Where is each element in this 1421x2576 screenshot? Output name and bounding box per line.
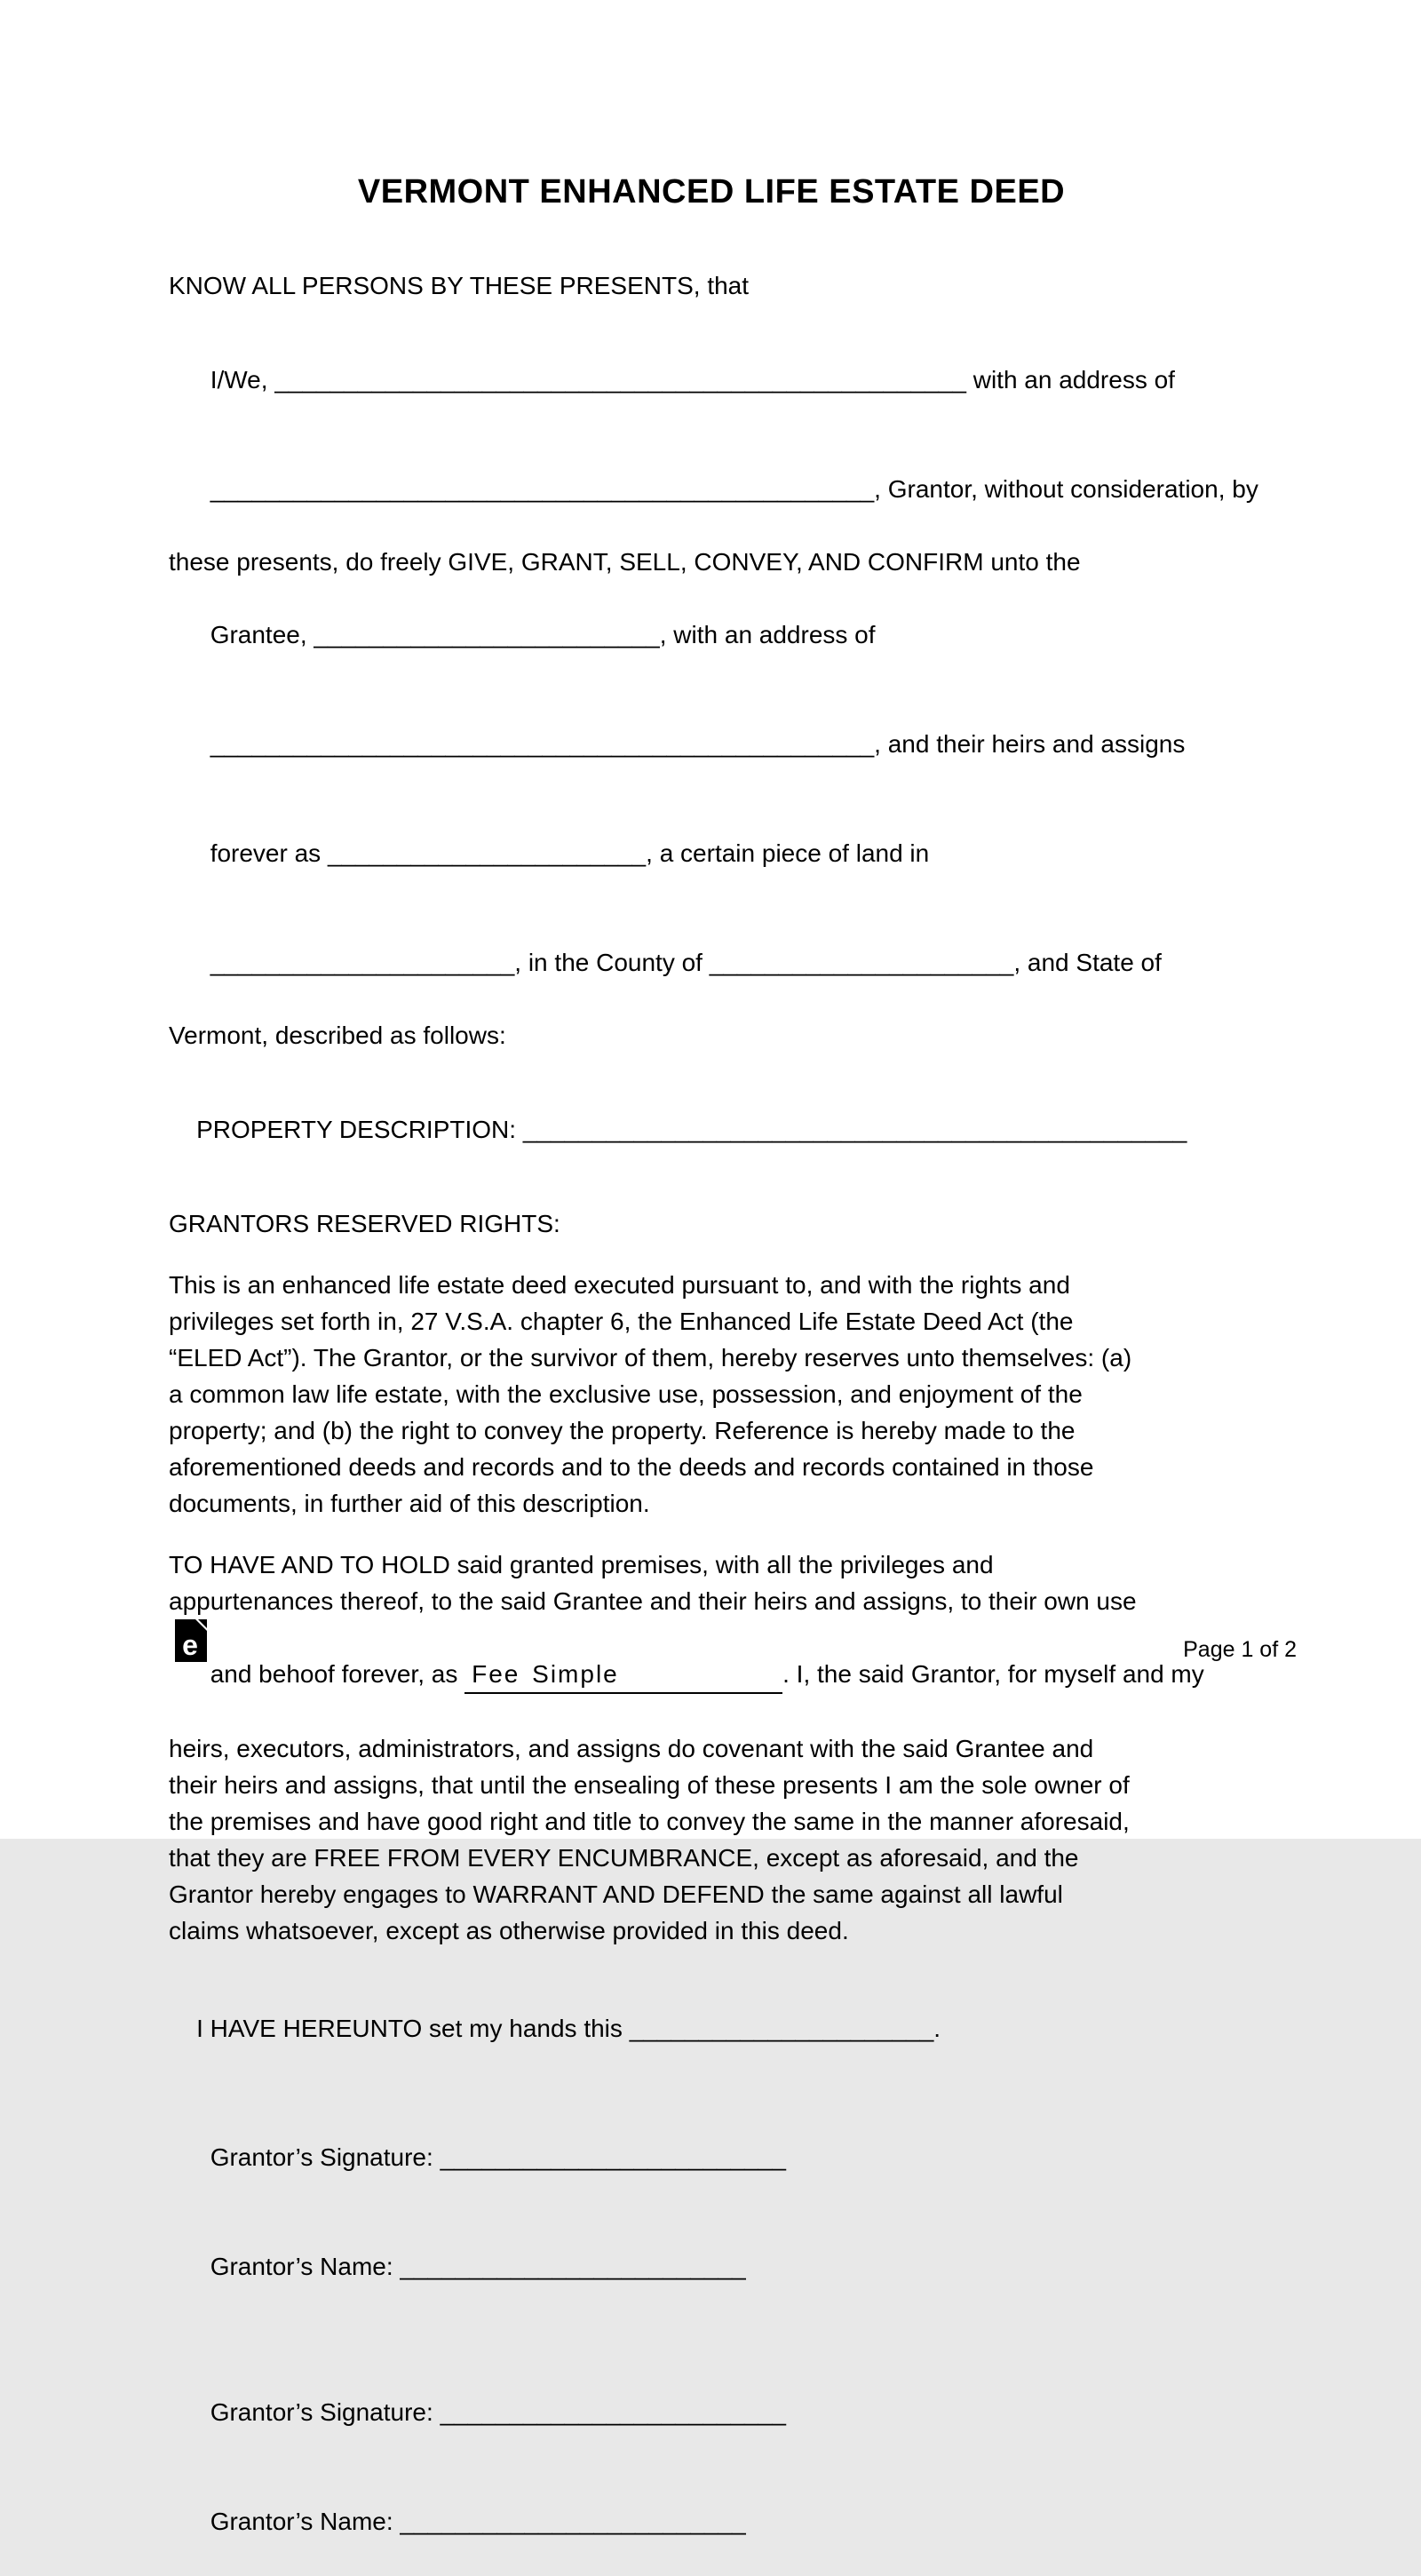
granting-line-6 xyxy=(169,799,1254,908)
behoof-lead-text: and behoof forever, as xyxy=(210,1660,465,1688)
county-blank[interactable]: ______________________ xyxy=(709,949,1014,976)
tenancy-type-field[interactable] xyxy=(464,1656,782,1694)
grantor-name-blank-2[interactable]: _________________________ xyxy=(400,2508,746,2535)
rights-line: property; and (b) the right to convey the property. Reference is hereby made to the xyxy=(169,1417,1076,1444)
grantor-lead-text: I/We, xyxy=(210,366,275,394)
grantor-signature-label-2: Grantor’s Signature: xyxy=(210,2398,441,2426)
granting-line-1 xyxy=(169,325,1254,434)
grantee-lead-text: Grantee, xyxy=(210,621,314,648)
grantor-name-line-1 xyxy=(169,2212,1254,2321)
grantor-signature-blank-2[interactable]: _________________________ xyxy=(440,2398,786,2426)
reserved-rights-paragraph xyxy=(169,1267,1254,1522)
signature-block-2 xyxy=(169,2357,1254,2576)
granting-line-4 xyxy=(169,580,1254,689)
covenant-lead-text: . I, the said Grantor, for myself and my xyxy=(782,1660,1204,1688)
grantee-address-lead-text: , with an address of xyxy=(659,621,876,648)
granting-line-5 xyxy=(169,689,1254,799)
grantee-address-blank[interactable]: ________________________________________________ xyxy=(210,730,875,758)
execution-date-blank[interactable]: ______________________ xyxy=(629,2015,934,2042)
grantor-signature-label-1: Grantor’s Signature: xyxy=(210,2143,441,2171)
hereunto-text: I HAVE HEREUNTO set my hands this xyxy=(196,2015,630,2042)
grantor-name-label-1: Grantor’s Name: xyxy=(210,2253,401,2280)
land-lead-text: , a certain piece of land in xyxy=(646,839,930,867)
grantor-signature-line-2 xyxy=(169,2357,1254,2467)
property-description-blank[interactable]: ________________________________________________ xyxy=(522,1116,1187,1143)
rights-line: This is an enhanced life estate deed executed pursuant to, and with the rights and xyxy=(169,1271,1070,1299)
grantor-signature-line-1 xyxy=(169,2103,1254,2212)
habendum-line-3 xyxy=(169,1619,1254,1730)
rights-line: privileges set forth in, 27 V.S.A. chapter 6, the Enhanced Life Estate Deed Act (the xyxy=(169,1308,1074,1335)
execution-date-line xyxy=(169,1974,1254,2083)
rights-line: “ELED Act”). The Grantor, or the survivor of them, hereby reserves unto themselves: (a) xyxy=(169,1344,1132,1371)
habendum-line-6: the premises and have good right and title to convey the same in the manner aforesaid, xyxy=(169,1808,1130,1835)
granting-line-3: these presents, do freely GIVE, GRANT, SELL, CONVEY, AND CONFIRM unto the xyxy=(169,548,1081,576)
habendum-line-7: that they are FREE FROM EVERY ENCUMBRANCE, except as aforesaid, and the xyxy=(169,1844,1079,1872)
forever-as-text: forever as xyxy=(210,839,328,867)
signature-block-1 xyxy=(169,2103,1254,2321)
document-title: VERMONT ENHANCED LIFE ESTATE DEED xyxy=(357,173,1066,211)
hereunto-period: . xyxy=(933,2015,941,2042)
grantor-consideration-text: , Grantor, without consideration, by xyxy=(874,475,1258,503)
reserved-rights-heading: GRANTORS RESERVED RIGHTS: xyxy=(169,1210,560,1237)
grantor-name-line-2 xyxy=(169,2467,1254,2576)
granting-clause xyxy=(169,325,1258,1053)
habendum-line-2: appurtenances thereof, to the said Grantee and their heirs and assigns, to their own use xyxy=(169,1587,1137,1615)
granting-line-2 xyxy=(169,434,1258,544)
grantor-name-blank[interactable]: __________________________________________________ xyxy=(274,366,966,394)
granting-line-7 xyxy=(169,908,1254,1017)
town-blank[interactable]: ______________________ xyxy=(210,949,515,976)
eforms-logo-icon xyxy=(175,1619,207,1662)
logo-letter: e xyxy=(182,1629,198,1661)
presents-clause: KNOW ALL PERSONS BY THESE PRESENTS, that xyxy=(169,272,750,299)
habendum-line-1: TO HAVE AND TO HOLD said granted premises, with all the privileges and xyxy=(169,1551,994,1578)
habendum-line-4: heirs, executors, administrators, and assigns do covenant with the said Grantee and xyxy=(169,1735,1094,1762)
granting-line-8: Vermont, described as follows: xyxy=(169,1022,506,1049)
rights-line: a common law life estate, with the exclusive use, possession, and enjoyment of the xyxy=(169,1380,1083,1408)
page-indicator: Page 1 of 2 xyxy=(1183,1637,1297,1662)
property-description-line xyxy=(169,1075,1254,1184)
ownership-type-blank[interactable]: _______________________ xyxy=(327,839,647,867)
habendum-clause xyxy=(169,1546,1254,1949)
habendum-line-9: claims whatsoever, except as otherwise provided in this deed. xyxy=(169,1917,849,1944)
grantor-name-blank-1[interactable]: _________________________ xyxy=(400,2253,746,2280)
heirs-assigns-text: , and their heirs and assigns xyxy=(874,730,1186,758)
county-lead-text: , in the County of xyxy=(514,949,710,976)
rights-line: documents, in further aid of this description. xyxy=(169,1490,650,1517)
grantor-address-lead-text: with an address of xyxy=(965,366,1175,394)
habendum-line-5: their heirs and assigns, that until the ensealing of these presents I am the sole owner of xyxy=(169,1771,1130,1799)
tenancy-type-value: Fee Simple xyxy=(472,1660,619,1688)
grantor-address-blank[interactable]: ________________________________________________ xyxy=(210,475,875,503)
rights-line: aforementioned deeds and records and to the deeds and records contained in those xyxy=(169,1453,1094,1481)
state-lead-text: , and State of xyxy=(1013,949,1162,976)
habendum-line-8: Grantor hereby engages to WARRANT AND DEFEND the same against all lawful xyxy=(169,1880,1063,1908)
grantor-signature-blank-1[interactable]: _________________________ xyxy=(440,2143,786,2171)
property-description-label: PROPERTY DESCRIPTION: xyxy=(196,1116,523,1143)
grantor-name-label-2: Grantor’s Name: xyxy=(210,2508,401,2535)
grantee-name-blank[interactable]: _________________________ xyxy=(314,621,660,648)
